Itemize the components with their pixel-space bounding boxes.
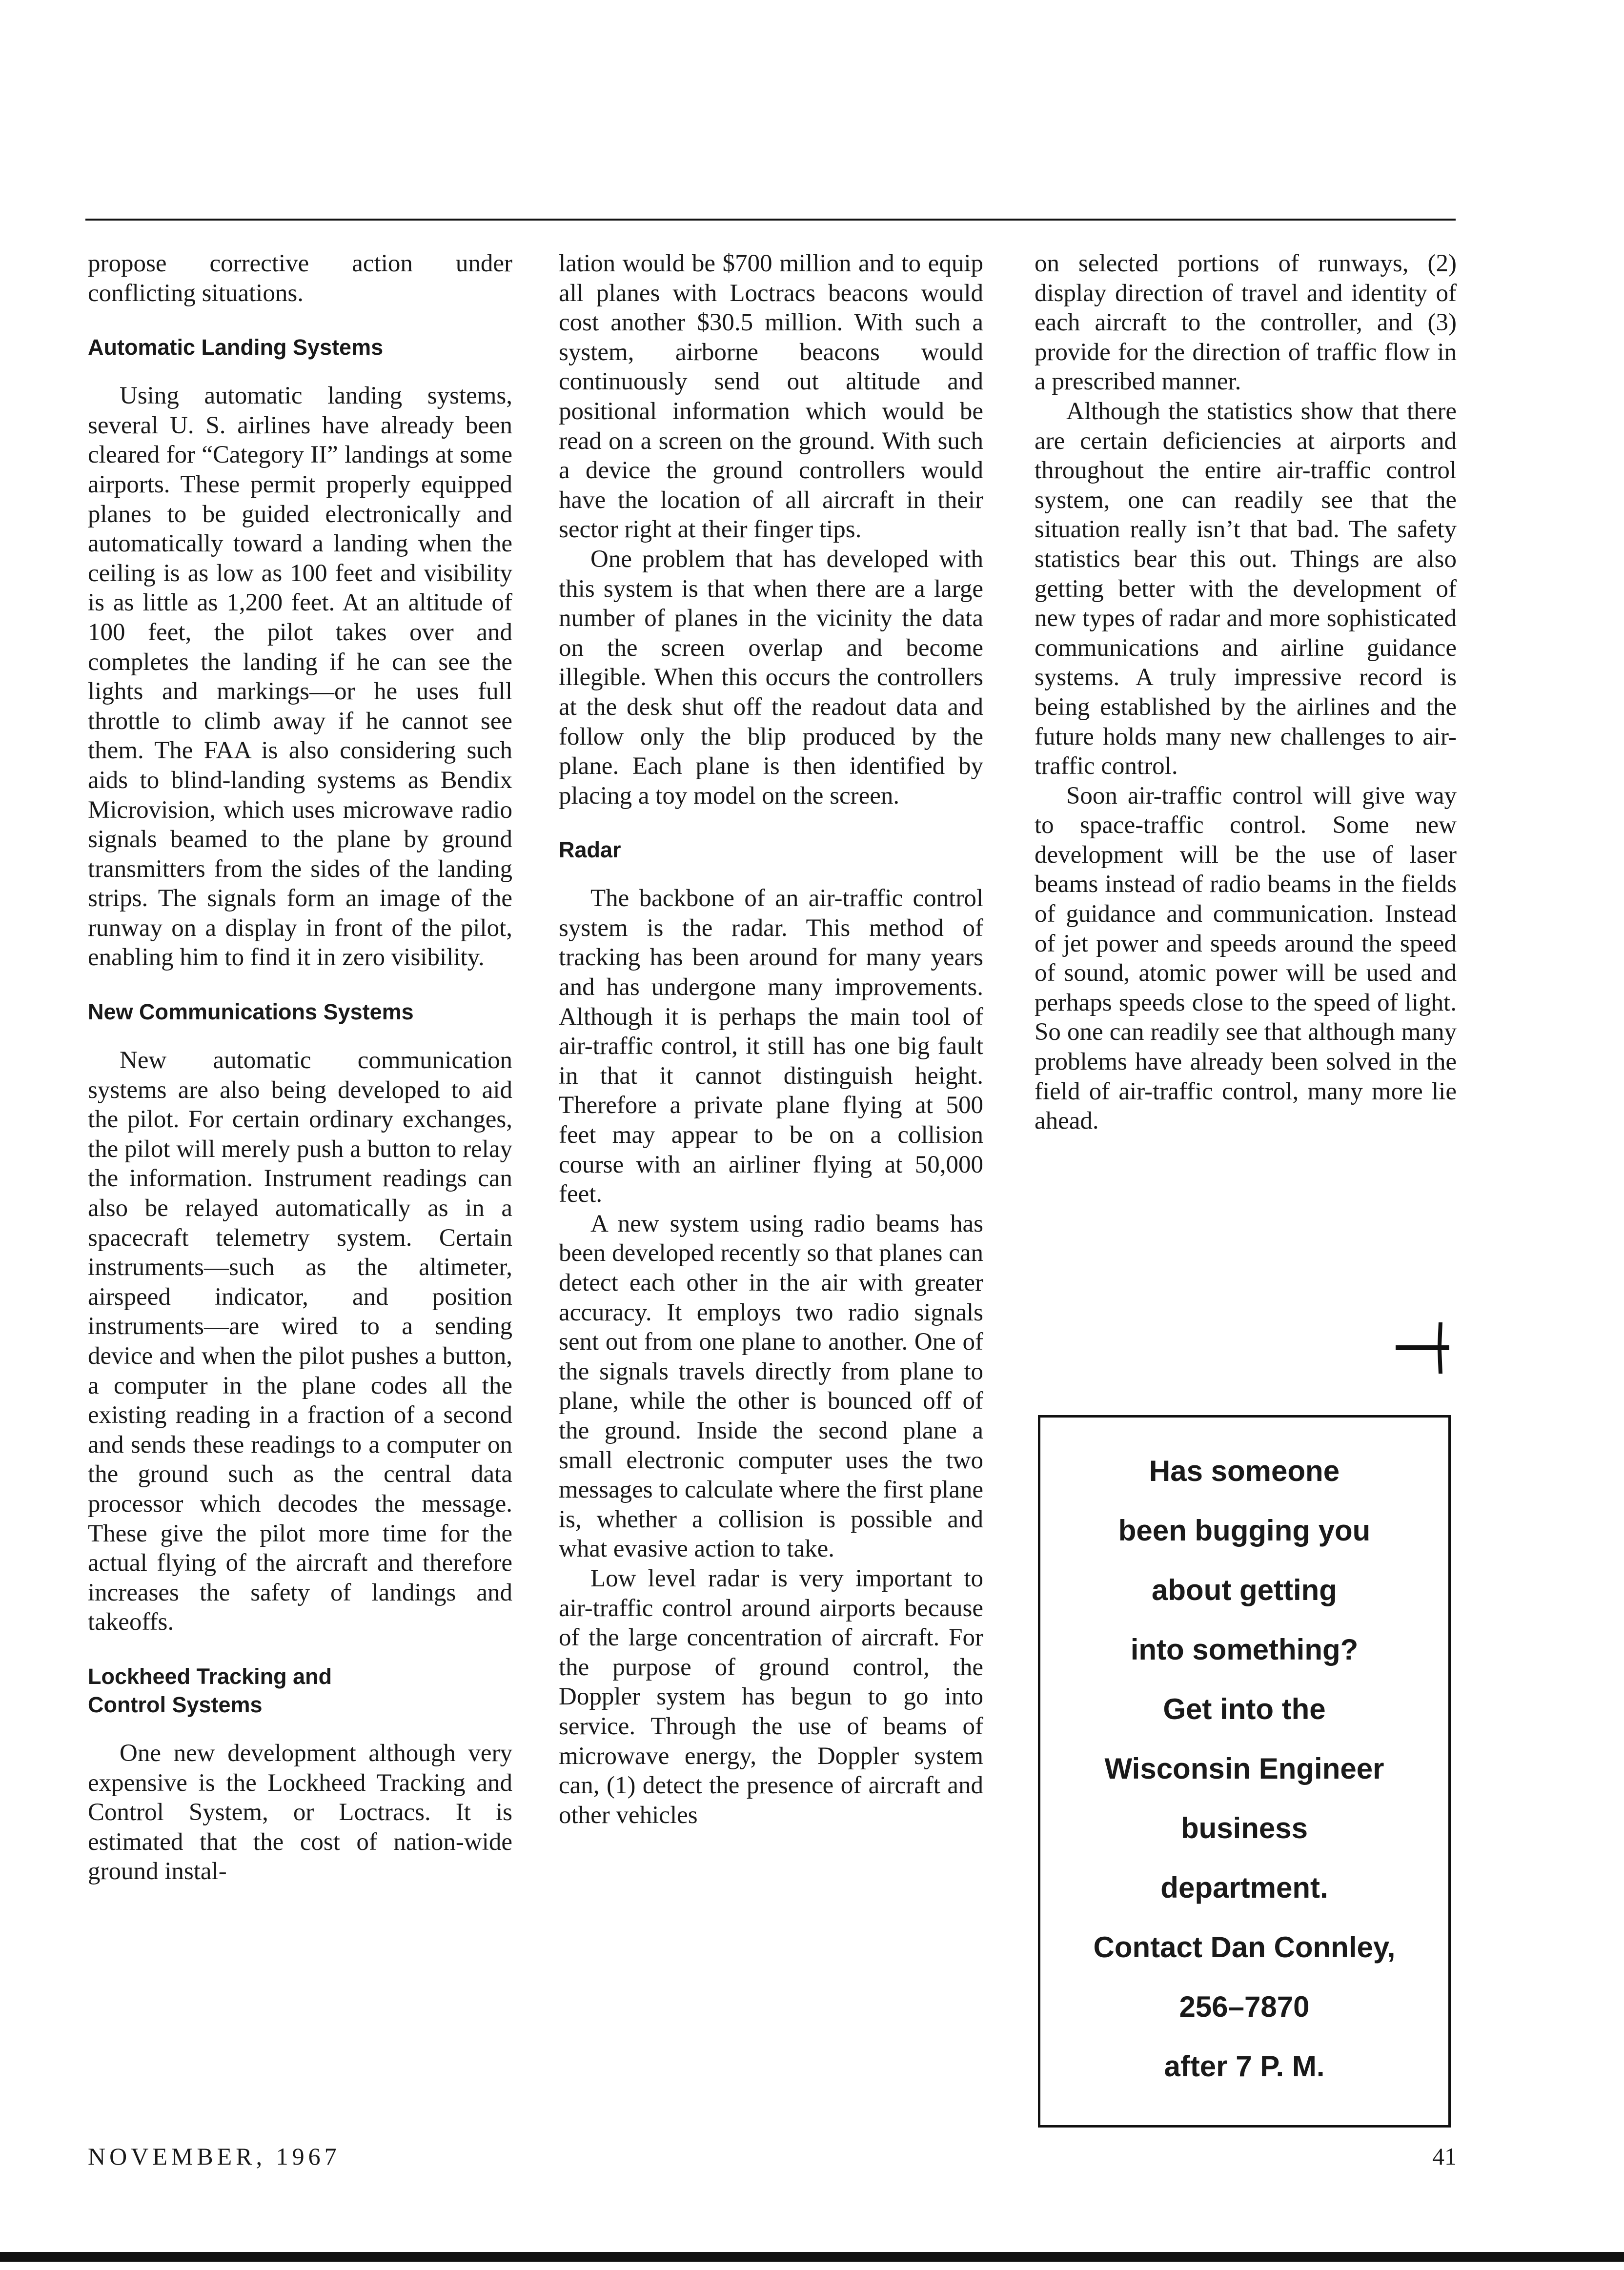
- column-3: [1035, 249, 1457, 1136]
- paragraph: One problem that has developed with this system is that when there are a large number of planes in the vicinity the data on the screen overlap and become illegible. When this occurs the controllers at the desk shut off the readout data and follow only the blip produced by the plane. Each plane is then identified by placing a toy model on the screen.: [559, 545, 983, 810]
- bottom-edge-band: [0, 2252, 1624, 2262]
- paragraph: One new development although very expensive is the Lockheed Tracking and Control System, or Loctracs. It is estimated that the cost of nation-wide ground instal-: [88, 1739, 512, 1885]
- heading-line: Lockheed Tracking and: [88, 1663, 332, 1689]
- column-1: [88, 249, 512, 1886]
- advertisement-box: [1038, 1415, 1451, 2128]
- ad-line: Wisconsin Engineer: [1104, 1752, 1384, 1785]
- section-heading-automatic-landing: Automatic Landing Systems: [88, 335, 384, 360]
- ad-line: been bugging you: [1118, 1514, 1371, 1547]
- ad-line: after 7 P. M.: [1164, 2050, 1325, 2083]
- paragraph: Low level radar is very important to air-traffic control around airports because of the large concentration of aircraft. For the purpose of ground control, the Doppler system has begun to go into service. Through the use of beams of microwave energy, the Doppler system can, (1) detect the presence of aircraft and other vehicles: [559, 1564, 983, 1829]
- ad-line: Contact Dan Connley,: [1093, 1931, 1396, 1964]
- page-number: 41: [1432, 2143, 1457, 2170]
- heading-line: Control Systems: [88, 1692, 263, 1717]
- paragraph: A new system using radio beams has been developed recently so that planes can detect each other in the air with greater accuracy. It employs two radio signals sent out from one plane to another. One of the signals travels directly from plane to plane, while the other is bounced off of the ground. Inside the second plane a small electronic computer uses the two messages to calculate where the first plane is, whether a collision is possible and what evasive action to take.: [559, 1210, 983, 1563]
- paragraph: The backbone of an air-traffic control system is the radar. This method of tracking has been around for many years and has undergone many improvements. Although it is perhaps the main tool of air-traffic control, it still has one big fault in that it cannot distinguish height. Therefore a private plane flying at 500 feet may appear to be on a collision course with an airliner flying at 50,000 feet.: [559, 885, 983, 1208]
- paragraph: Although the statistics show that there are certain deficiencies at airports and throughout the entire air-traffic control system, one can readily see that the situation really isn’t that bad. The safety statistics bear this out. Things are also getting better with the development of new types of radar and more sophisticated communications and airline guidance systems. A truly impressive record is being established by the airlines and the future holds many new challenges to air-traffic control.: [1035, 397, 1457, 780]
- paragraph: on selected portions of runways, (2) display direction of travel and identity of each aircraft to the controller, and (3) provide for the direction of traffic flow in a prescribed manner.: [1035, 250, 1457, 396]
- ad-line: Get into the: [1163, 1693, 1326, 1725]
- ad-line: into something?: [1130, 1633, 1359, 1666]
- paragraph: propose corrective action under conflicting situations.: [88, 250, 512, 307]
- ad-line: department.: [1160, 1871, 1328, 1904]
- paragraph: Using automatic landing systems, several U. S. airlines have already been cleared for “Category II” landings at some airports. These permit properly equipped planes to be guided electronically and automatically toward a landing when the ceiling is as low as 100 feet and visibility is as little as 1,200 feet. At an altitude of 100 feet, the pilot takes over and completes the landing if he can see the lights and markings—or he uses full throttle to climb away if he cannot see them. The FAA is also considering such aids to blind-landing systems as Bendix Microvision, which uses microwave radio signals beamed to the plane by ground transmitters from the sides of the landing strips. The signals form an image of the runway on a display in front of the pilot, enabling him to find it in zero visibility.: [88, 382, 512, 972]
- section-heading-lockheed: [88, 1662, 512, 1719]
- ad-line: business: [1180, 1812, 1308, 1844]
- paragraph: New automatic communication systems are also being developed to aid the pilot. For certain ordinary exchanges, the pilot will merely push a button to relay the information. Instrument readings can also be relayed automatically as in a spacecraft telemetry system. Certain instruments—such as the altimeter, airspeed indicator, and position instruments—are wired to a sending device and when the pilot pushes a button, a computer in the plane codes all the existing reading in a fraction of a second and sends these readings to a computer on the ground such as the central data processor which decodes the message. These give the pilot more time for the actual flying of the aircraft and therefore increases the safety of landings and takeoffs.: [88, 1047, 512, 1636]
- section-heading-radar: Radar: [559, 837, 621, 863]
- paragraph: Soon air-traffic control will give way to space-traffic control. Some new development will be the use of laser beams instead of radio beams in the fields of guidance and communication. Instead of jet power and speeds around the speed of sound, atomic power will be used and perhaps speeds close to the speed of light. So one can readily see that although many problems have already been solved in the field of air-traffic control, many more lie ahead.: [1035, 782, 1457, 1135]
- top-rule: [85, 219, 1456, 221]
- end-mark-logo-icon: [1391, 1320, 1454, 1376]
- paragraph: lation would be $700 million and to equip all planes with Loctracs beacons would cost another $30.5 million. With such a system, airborne beacons would continuously send out altitude and positional information which would be read on a screen on the ground. With such a device the ground controllers would have the location of all aircraft in their sector right at their finger tips.: [559, 250, 983, 544]
- section-heading-communications: New Communications Systems: [88, 999, 414, 1025]
- ad-line: Has someone: [1149, 1455, 1340, 1487]
- footer-date: NOVEMBER, 1967: [88, 2143, 341, 2170]
- ad-line: 256–7870: [1179, 1990, 1310, 2023]
- ad-line: about getting: [1152, 1574, 1337, 1606]
- column-2: [559, 249, 983, 1830]
